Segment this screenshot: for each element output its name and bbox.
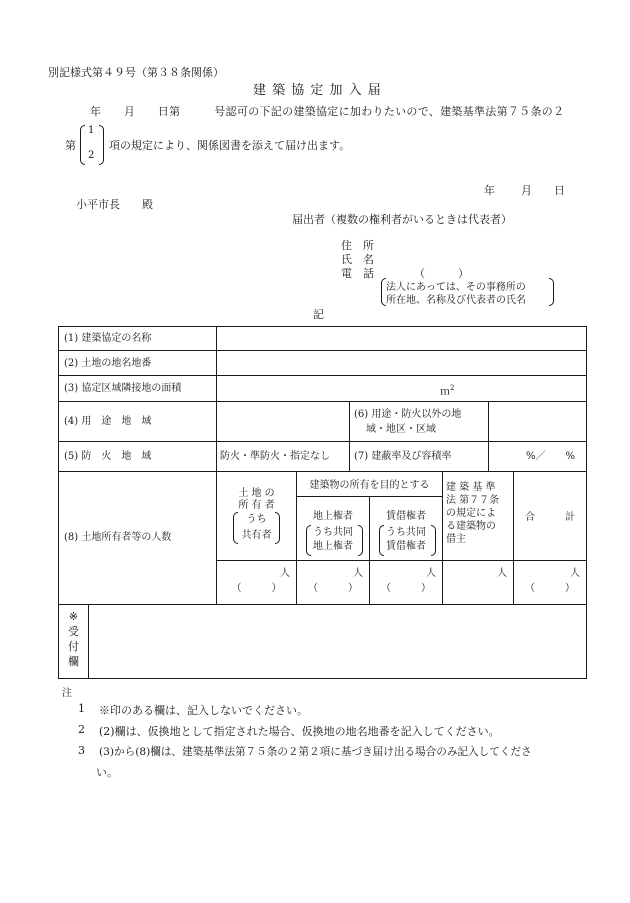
- addressee: 小平市長 殿: [76, 198, 153, 211]
- surface-right-joint: 地上権者: [313, 541, 353, 552]
- intro-dai: 第: [65, 139, 76, 152]
- lease-right-uchi: うち共同: [386, 527, 426, 538]
- row-5-label: (5) 防 火 地 域: [64, 451, 152, 462]
- row-6-label-line-1: (6) 用途・防火以外の地: [354, 409, 462, 420]
- land-owner-count-unit[interactable]: 人: [280, 568, 290, 579]
- note-3-number: 3: [78, 744, 85, 757]
- land-lot-field[interactable]: [217, 351, 586, 375]
- note-3-continuation: い。: [96, 766, 118, 779]
- applicant-label: 届出者（複数の権利者がいるときは代表者）: [292, 213, 512, 226]
- applicant-name-label: 氏 名: [341, 253, 374, 266]
- lease-right-count-unit[interactable]: 人: [426, 568, 436, 579]
- surface-right-count-paren: （ ）: [308, 583, 358, 594]
- lease-right-bracket-right: [431, 525, 436, 556]
- reception-label-mark: ※: [68, 610, 79, 623]
- art77-header-4: る建築物の: [446, 521, 496, 532]
- lease-right-count-paren: （ ）: [381, 583, 431, 594]
- note-2-text: (2)欄は、仮換地として指定された場合、仮換地の地名地番を記入してください。: [99, 725, 500, 738]
- date-month: 月: [521, 184, 532, 197]
- row-8-label: (8) 土地所有者等の人数: [64, 532, 172, 543]
- intro-line-2: 項の規定により、関係図書を添えて届け出ます。: [109, 139, 351, 152]
- other-zone-field[interactable]: [489, 402, 586, 441]
- form-title: 建 築 協 定 加 入 届: [253, 83, 382, 98]
- date-day: 日: [554, 184, 565, 197]
- total-header: 合 計: [525, 512, 575, 523]
- art77-header-1: 建 築 基 準: [446, 482, 496, 493]
- row-6-label-line-2: 域・地区・区域: [366, 424, 436, 435]
- corp-note-line-2: 所在地、名称及び代表者の氏名: [386, 295, 526, 306]
- total-count-paren: （ ）: [525, 583, 575, 594]
- row-2-label: (2) 土地の地名地番: [64, 358, 152, 369]
- note-1-number: 1: [78, 702, 85, 715]
- art77-header-5: 借主: [446, 534, 466, 545]
- land-owner-uchi: うち: [246, 514, 267, 525]
- form-reference: 別記様式第４９号（第３８条関係）: [48, 66, 224, 79]
- reception-label-2: 付: [68, 640, 79, 653]
- reception-label-1: 受: [68, 625, 79, 638]
- lease-right-joint: 賃借権者: [386, 541, 426, 552]
- agreement-name-field[interactable]: [217, 327, 586, 350]
- surface-right-bracket-right: [358, 525, 363, 556]
- surface-right-uchi: うち共同: [313, 527, 353, 538]
- art77-count-unit[interactable]: 人: [497, 568, 507, 579]
- adjacent-area-field[interactable]: [217, 376, 586, 401]
- reception-label-3: 欄: [68, 655, 79, 668]
- row-7-label: (7) 建蔽率及び容積率: [354, 451, 452, 462]
- row-1-label: (1) 建築協定の名称: [64, 333, 152, 344]
- area-unit: ｍ$^2$: [440, 384, 455, 398]
- intro-option-1: 1: [88, 125, 95, 136]
- surface-right-count-unit[interactable]: 人: [353, 568, 363, 579]
- land-owner-co-owner: 共有者: [241, 530, 272, 541]
- note-3-text: (3)から(8)欄は、建築基準法第７５条の２第２項に基づき届け出る場合のみ記入してくださ: [99, 746, 532, 758]
- use-zone-field[interactable]: [217, 402, 349, 441]
- row-3-label: (3) 協定区域隣接地の面積: [64, 383, 182, 394]
- building-purpose-header: 建築物の所有を目的とする: [309, 480, 430, 491]
- land-owner-count-paren: （ ）: [231, 583, 282, 594]
- fire-zone-options[interactable]: 防火・準防火・指定なし: [220, 451, 330, 462]
- notes-heading: 注: [62, 688, 72, 699]
- corp-note-line-1: 法人にあっては、その事務所の: [386, 282, 526, 293]
- applicant-phone-parens: （ ）: [414, 267, 469, 280]
- ki-label: 記: [313, 308, 324, 321]
- total-count-unit[interactable]: 人: [570, 568, 580, 579]
- intro-option-2: 2: [88, 150, 95, 161]
- intro-line-1: 年 月 日第 号認可の下記の建築協定に加わりたいので、建築基準法第７５条の２: [90, 105, 565, 118]
- coverage-ratio-value[interactable]: %／ %: [526, 451, 576, 462]
- note-1-text: ※印のある欄は、記入しないでください。: [99, 704, 308, 717]
- lease-right-header: 賃借権者: [386, 511, 426, 522]
- land-owner-header-1: 土 地 の: [238, 488, 275, 499]
- row-4-label: (4) 用 途 地 域: [64, 416, 152, 427]
- surface-right-header: 地上権者: [313, 511, 353, 522]
- art77-header-3: の規定によ: [446, 508, 496, 519]
- applicant-address-label: 住 所: [341, 239, 374, 252]
- applicant-phone-label: 電 話: [341, 267, 374, 280]
- note-2-number: 2: [78, 723, 85, 736]
- land-owner-bracket-right: [275, 512, 280, 544]
- land-owner-header-2: 所 有 者: [238, 500, 275, 511]
- date-year: 年: [484, 184, 495, 197]
- art77-header-2: 法 第７７条: [446, 495, 500, 506]
